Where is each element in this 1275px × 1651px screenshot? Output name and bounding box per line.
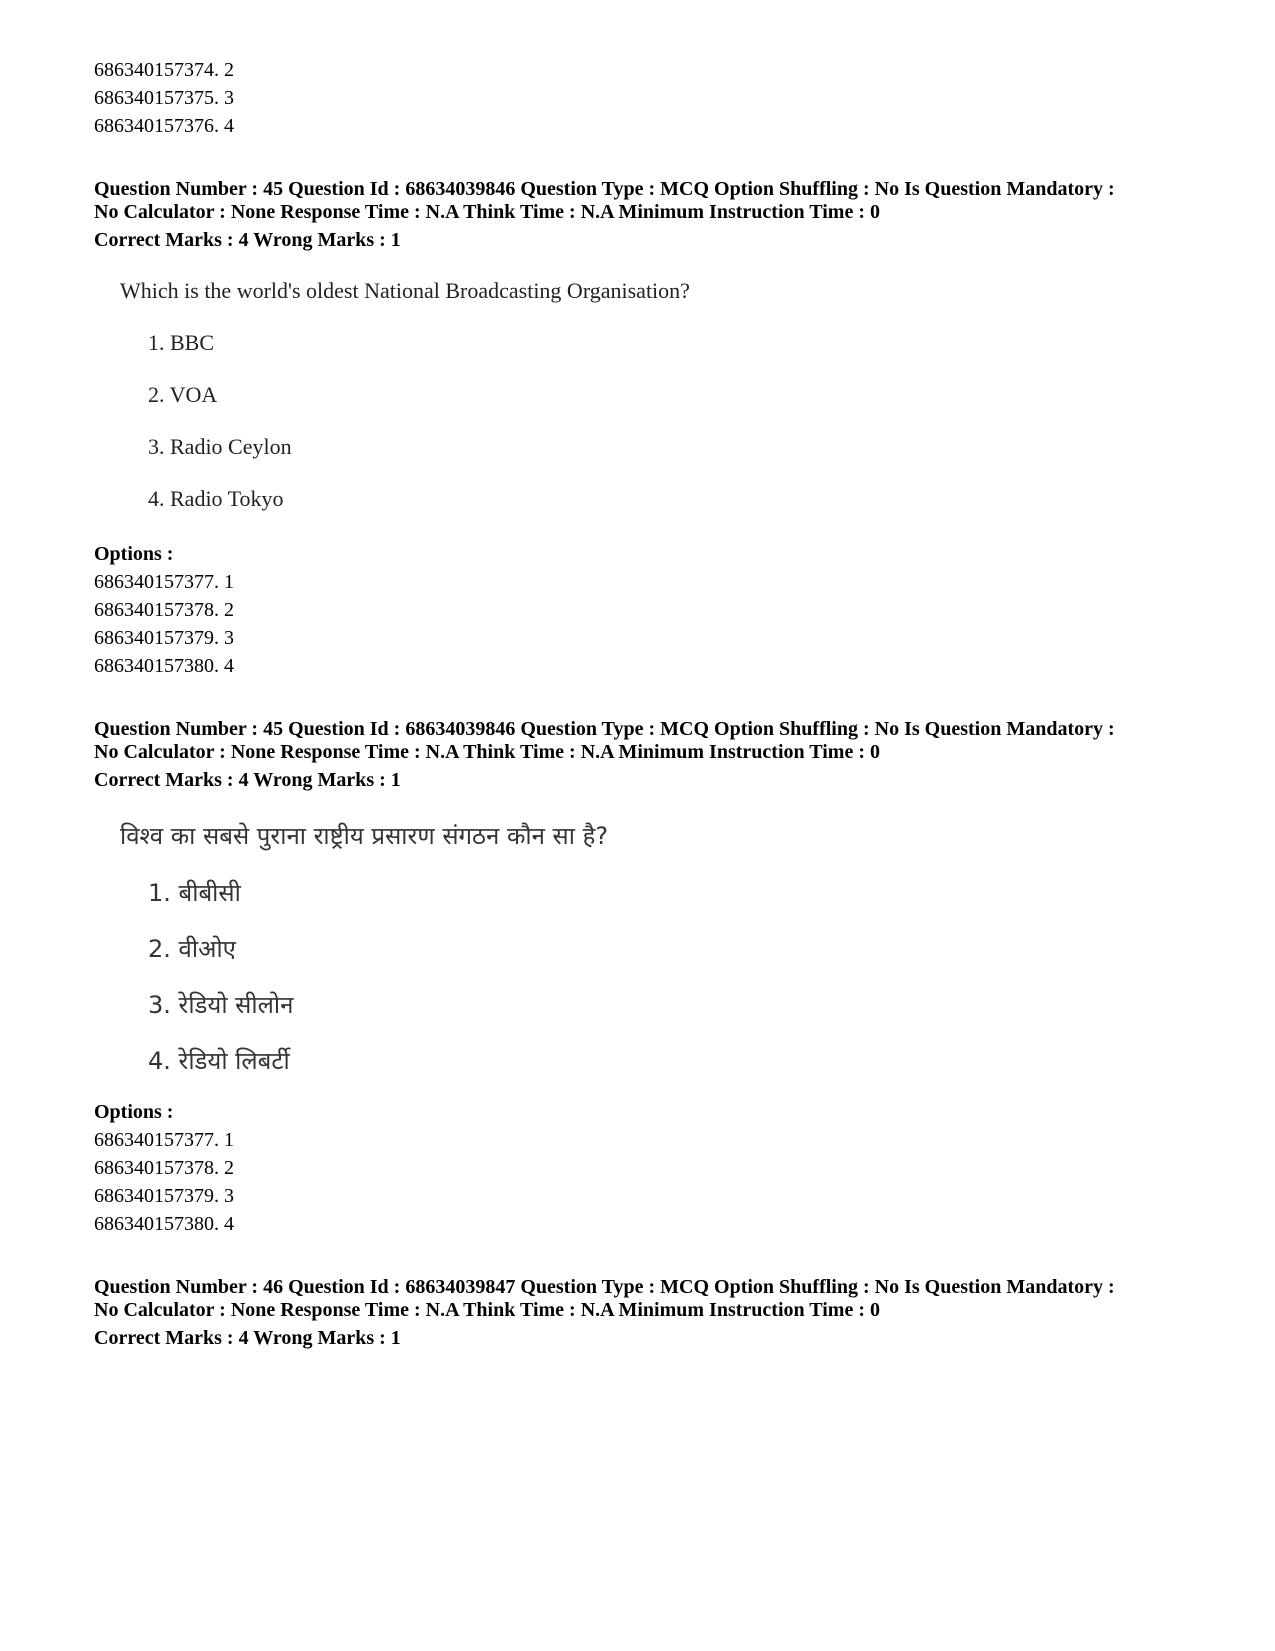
options-label: Options : bbox=[94, 543, 174, 565]
option-line: 686340157378. 2 bbox=[94, 599, 234, 621]
question-marks: Correct Marks : 4 Wrong Marks : 1 bbox=[94, 769, 401, 791]
option-line: 686340157380. 4 bbox=[94, 655, 234, 677]
question-text: Which is the world's oldest National Broadcasting Organisation? bbox=[120, 278, 690, 303]
question-choice: 2. वीओए bbox=[148, 935, 236, 963]
option-line: 686340157379. 3 bbox=[94, 627, 234, 649]
option-line: 686340157374. 2 bbox=[94, 59, 234, 81]
question-choice: 3. Radio Ceylon bbox=[148, 434, 292, 459]
question-choice: 2. VOA bbox=[148, 382, 218, 407]
question-header-line2: No Calculator : None Response Time : N.A Think Time : N.A Minimum Instruction Time : 0 bbox=[94, 201, 880, 223]
question-choice: 1. बीबीसी bbox=[148, 879, 241, 907]
question-header-line2: No Calculator : None Response Time : N.A Think Time : N.A Minimum Instruction Time : 0 bbox=[94, 1299, 880, 1321]
question-header-line2: No Calculator : None Response Time : N.A Think Time : N.A Minimum Instruction Time : 0 bbox=[94, 741, 880, 763]
option-line: 686340157378. 2 bbox=[94, 1157, 234, 1179]
question-header-line1: Question Number : 45 Question Id : 68634039846 Question Type : MCQ Option Shuffling : No Is Question Mandatory : bbox=[94, 718, 1115, 740]
question-choice: 4. Radio Tokyo bbox=[148, 486, 284, 511]
question-marks: Correct Marks : 4 Wrong Marks : 1 bbox=[94, 1327, 401, 1349]
question-header-line1: Question Number : 46 Question Id : 68634039847 Question Type : MCQ Option Shuffling : No Is Question Mandatory : bbox=[94, 1276, 1115, 1298]
option-line: 686340157375. 3 bbox=[94, 87, 234, 109]
question-marks: Correct Marks : 4 Wrong Marks : 1 bbox=[94, 229, 401, 251]
option-line: 686340157379. 3 bbox=[94, 1185, 234, 1207]
options-label: Options : bbox=[94, 1101, 174, 1123]
option-line: 686340157380. 4 bbox=[94, 1213, 234, 1235]
question-choice: 1. BBC bbox=[148, 330, 215, 355]
option-line: 686340157376. 4 bbox=[94, 115, 234, 137]
question-header-line1: Question Number : 45 Question Id : 68634039846 Question Type : MCQ Option Shuffling : No Is Question Mandatory : bbox=[94, 178, 1115, 200]
option-line: 686340157377. 1 bbox=[94, 1129, 234, 1151]
question-text: विश्व का सबसे पुराना राष्ट्रीय प्रसारण संगठन कौन सा है? bbox=[120, 822, 609, 850]
option-line: 686340157377. 1 bbox=[94, 571, 234, 593]
question-choice: 3. रेडियो सीलोन bbox=[148, 991, 294, 1019]
question-choice: 4. रेडियो लिबर्टी bbox=[148, 1047, 290, 1075]
